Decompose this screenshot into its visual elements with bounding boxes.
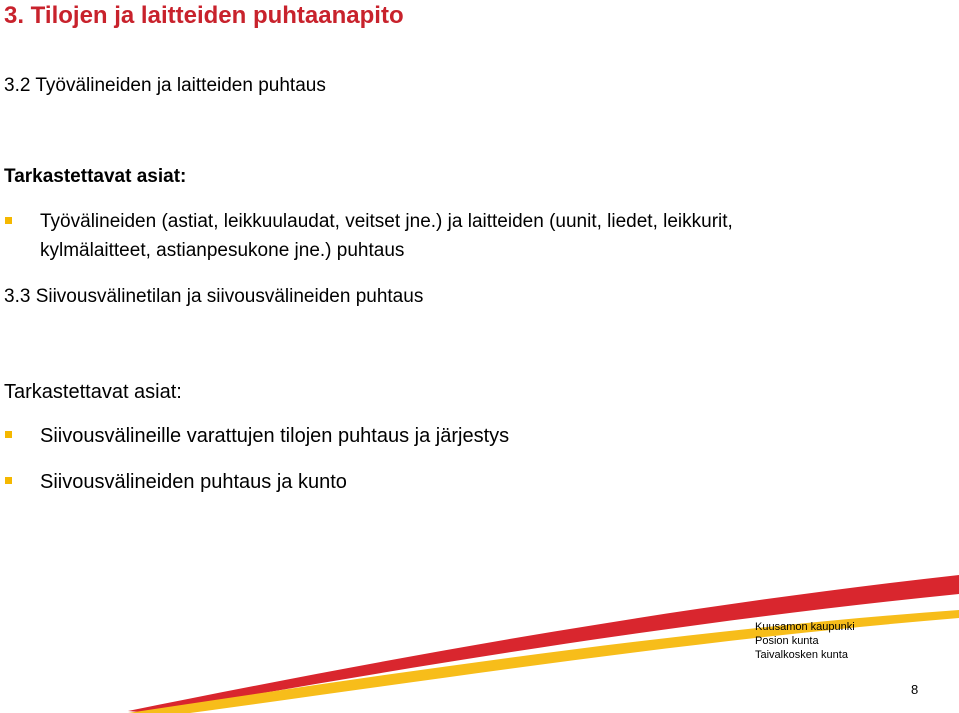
checklist-heading: Tarkastettavat asiat: xyxy=(4,381,182,403)
page-number: 8 xyxy=(911,682,919,697)
section-heading-3-3: 3.3 Siivousvälinetilan ja siivousvälineiden puhtaus xyxy=(4,286,424,307)
list-item: Siivousvälineiden puhtaus ja kunto xyxy=(40,471,347,493)
list-item: Siivousvälineille varattujen tilojen puhtaus ja järjestys xyxy=(40,425,510,447)
list-item-text-line2: kylmälaitteet, astianpesukone jne.) puhtaus xyxy=(40,240,405,261)
footer-org-posio: Posion kunta xyxy=(755,635,819,647)
footer-org-kuusamo: Kuusamon kaupunki xyxy=(755,621,855,633)
checklist-heading: Tarkastettavat asiat: xyxy=(4,166,187,187)
list-item-text-line1: Työvälineiden (astiat, leikkuulaudat, veitset jne.) ja laitteiden (uunit, liedet, leikkurit, xyxy=(40,211,733,232)
section-heading-3-2: 3.2 Työvälineiden ja laitteiden puhtaus xyxy=(4,75,326,96)
slide-title: 3. Tilojen ja laitteiden puhtaanapito xyxy=(4,2,404,29)
footer-org-taivalkoski: Taivalkosken kunta xyxy=(755,649,848,661)
red-band xyxy=(128,575,959,713)
